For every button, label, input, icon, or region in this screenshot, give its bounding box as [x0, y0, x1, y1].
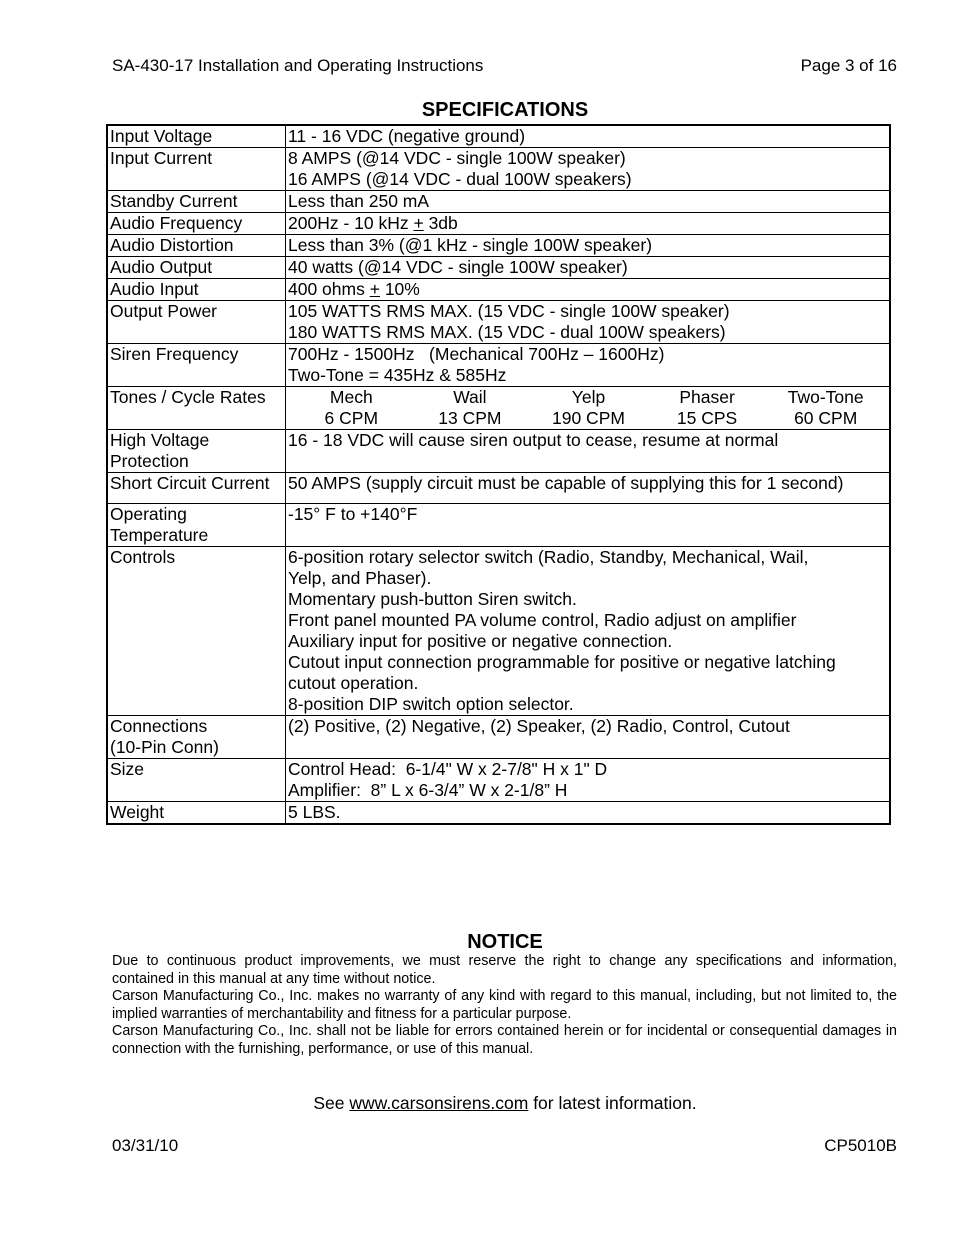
spec-value: 40 watts (@14 VDC - single 100W speaker)	[286, 257, 891, 279]
spec-value: (2) Positive, (2) Negative, (2) Speaker, (2) Radio, Control, Cutout	[286, 716, 891, 759]
spec-value	[286, 213, 891, 235]
website-link[interactable]: www.carsonsirens.com	[349, 1093, 529, 1113]
spec-label: Controls	[107, 547, 286, 716]
spec-label-line: Connections	[110, 716, 208, 736]
plus-minus-sign: +	[413, 213, 424, 233]
table-row	[107, 504, 890, 547]
specifications-table	[106, 124, 891, 825]
spec-label: Output Power	[107, 301, 286, 344]
spec-value	[286, 547, 891, 716]
controls-line: Front panel mounted PA volume control, Radio adjust on amplifier	[288, 610, 797, 630]
tone-item	[648, 387, 767, 429]
specifications-title: SPECIFICATIONS	[421, 99, 589, 121]
tone-item	[766, 387, 885, 429]
spec-value	[286, 344, 891, 387]
table-row	[107, 279, 890, 301]
table-row	[107, 547, 890, 716]
controls-line: Yelp, and Phaser).	[288, 568, 432, 588]
page-number: Page 3 of 16	[800, 56, 897, 75]
spec-value	[286, 301, 891, 344]
website-note	[0, 1093, 954, 1114]
table-row	[107, 213, 890, 235]
tone-rate: 6 CPM	[324, 408, 379, 428]
tone-rate: 60 CPM	[794, 408, 858, 428]
spec-value: -15° F to +140°F	[286, 504, 891, 547]
spec-value: 11 - 16 VDC (negative ground)	[286, 125, 891, 148]
spec-value-line: 700Hz - 1500Hz (Mechanical 700Hz – 1600Hz)	[288, 344, 665, 364]
spec-value	[286, 759, 891, 802]
spec-label-line: Protection	[110, 451, 189, 471]
spec-label-line: High Voltage	[110, 430, 210, 450]
tone-name: Mech	[329, 387, 373, 407]
value-text: 200Hz - 10 kHz	[288, 213, 414, 233]
spec-value	[286, 279, 891, 301]
tone-rate: 190 CPM	[552, 408, 625, 428]
controls-line: cutout operation.	[288, 673, 419, 693]
table-row	[107, 191, 890, 213]
footer-doc-code: CP5010B	[824, 1136, 897, 1155]
table-row	[107, 802, 890, 825]
table-row	[107, 125, 890, 148]
tone-name: Two-Tone	[787, 387, 864, 407]
spec-label: Short Circuit Current	[107, 473, 286, 504]
tone-item	[411, 387, 530, 429]
spec-label-line: Operating	[110, 504, 187, 524]
spec-label	[107, 504, 286, 547]
value-text: 3db	[423, 213, 458, 233]
controls-line: 6-position rotary selector switch (Radio, Standby, Mechanical, Wail,	[288, 547, 809, 567]
plus-minus-sign: +	[369, 279, 380, 299]
value-text: 10%	[379, 279, 420, 299]
controls-line: Cutout input connection programmable for positive or negative latching	[288, 652, 836, 672]
table-row	[107, 235, 890, 257]
table-row	[107, 148, 890, 191]
spec-value: Less than 250 mA	[286, 191, 891, 213]
spec-label-line: Temperature	[110, 525, 209, 545]
spec-value-line: Amplifier: 8” L x 6-3/4” W x 2-1/8” H	[288, 780, 568, 800]
table-row	[107, 344, 890, 387]
spec-value	[286, 148, 891, 191]
spec-label-line: (10-Pin Conn)	[110, 737, 219, 757]
value-text: 400 ohms	[288, 279, 370, 299]
notice-title: NOTICE	[467, 931, 543, 953]
spec-value-line: 8 AMPS (@14 VDC - single 100W speaker)	[288, 148, 626, 168]
tone-rate: 15 CPS	[676, 408, 738, 428]
website-note-suffix: for latest information.	[528, 1093, 697, 1113]
spec-value-line: 105 WATTS RMS MAX. (15 VDC - single 100W speaker)	[288, 301, 730, 321]
spec-label: Audio Output	[107, 257, 286, 279]
spec-label	[107, 430, 286, 473]
spec-value: 50 AMPS (supply circuit must be capable of supplying this for 1 second)	[286, 473, 891, 504]
spec-value-line: Control Head: 6-1/4" W x 2-7/8" H x 1" D	[288, 759, 608, 779]
tone-rate: 13 CPM	[438, 408, 502, 428]
spec-label: Audio Distortion	[107, 235, 286, 257]
spec-label: Tones / Cycle Rates	[107, 387, 286, 430]
tones-grid	[288, 387, 889, 429]
controls-line: Auxiliary input for positive or negative connection.	[288, 631, 673, 651]
website-note-prefix: See	[313, 1093, 350, 1113]
spec-label	[107, 716, 286, 759]
spec-value-line: 180 WATTS RMS MAX. (15 VDC - dual 100W speakers)	[288, 322, 726, 342]
spec-label: Audio Input	[107, 279, 286, 301]
spec-label: Audio Frequency	[107, 213, 286, 235]
spec-label: Input Voltage	[107, 125, 286, 148]
spec-value: 16 - 18 VDC will cause siren output to cease, resume at normal	[286, 430, 891, 473]
tone-item	[292, 387, 411, 429]
table-row	[107, 716, 890, 759]
footer-date: 03/31/10	[112, 1136, 179, 1155]
spec-label: Size	[107, 759, 286, 802]
tone-name: Yelp	[571, 387, 606, 407]
spec-value: 5 LBS.	[286, 802, 891, 825]
header-title: SA-430-17 Installation and Operating Instructions	[112, 56, 484, 75]
spec-label: Siren Frequency	[107, 344, 286, 387]
table-row	[107, 473, 890, 504]
controls-line: Momentary push-button Siren switch.	[288, 589, 577, 609]
notice-paragraph: Carson Manufacturing Co., Inc. makes no warranty of any kind with regard to this manual, including, but not limited to, the implied warranties of merchantability and fitness for a particular purpose.	[112, 988, 897, 1022]
spec-value-line: 16 AMPS (@14 VDC - dual 100W speakers)	[288, 169, 632, 189]
spec-label: Input Current	[107, 148, 286, 191]
table-row	[107, 387, 890, 430]
notice-paragraph: Carson Manufacturing Co., Inc. shall not be liable for errors contained herein or for incidental or consequential damages in connection with the furnishing, performance, or use of this manual.	[112, 1023, 897, 1057]
spec-label: Weight	[107, 802, 286, 825]
spec-value-line: Two-Tone = 435Hz & 585Hz	[288, 365, 507, 385]
tone-name: Phaser	[679, 387, 735, 407]
spec-value	[286, 387, 891, 430]
controls-line: 8-position DIP switch option selector.	[288, 694, 574, 714]
table-row	[107, 257, 890, 279]
tone-name: Wail	[453, 387, 487, 407]
spec-value: Less than 3% (@1 kHz - single 100W speaker)	[286, 235, 891, 257]
table-row	[107, 430, 890, 473]
notice-paragraph: Due to continuous product improvements, we must reserve the right to change any specifications and information, contained in this manual at any time without notice.	[112, 953, 897, 987]
tone-item	[529, 387, 648, 429]
table-row	[107, 759, 890, 802]
spec-label: Standby Current	[107, 191, 286, 213]
table-row	[107, 301, 890, 344]
